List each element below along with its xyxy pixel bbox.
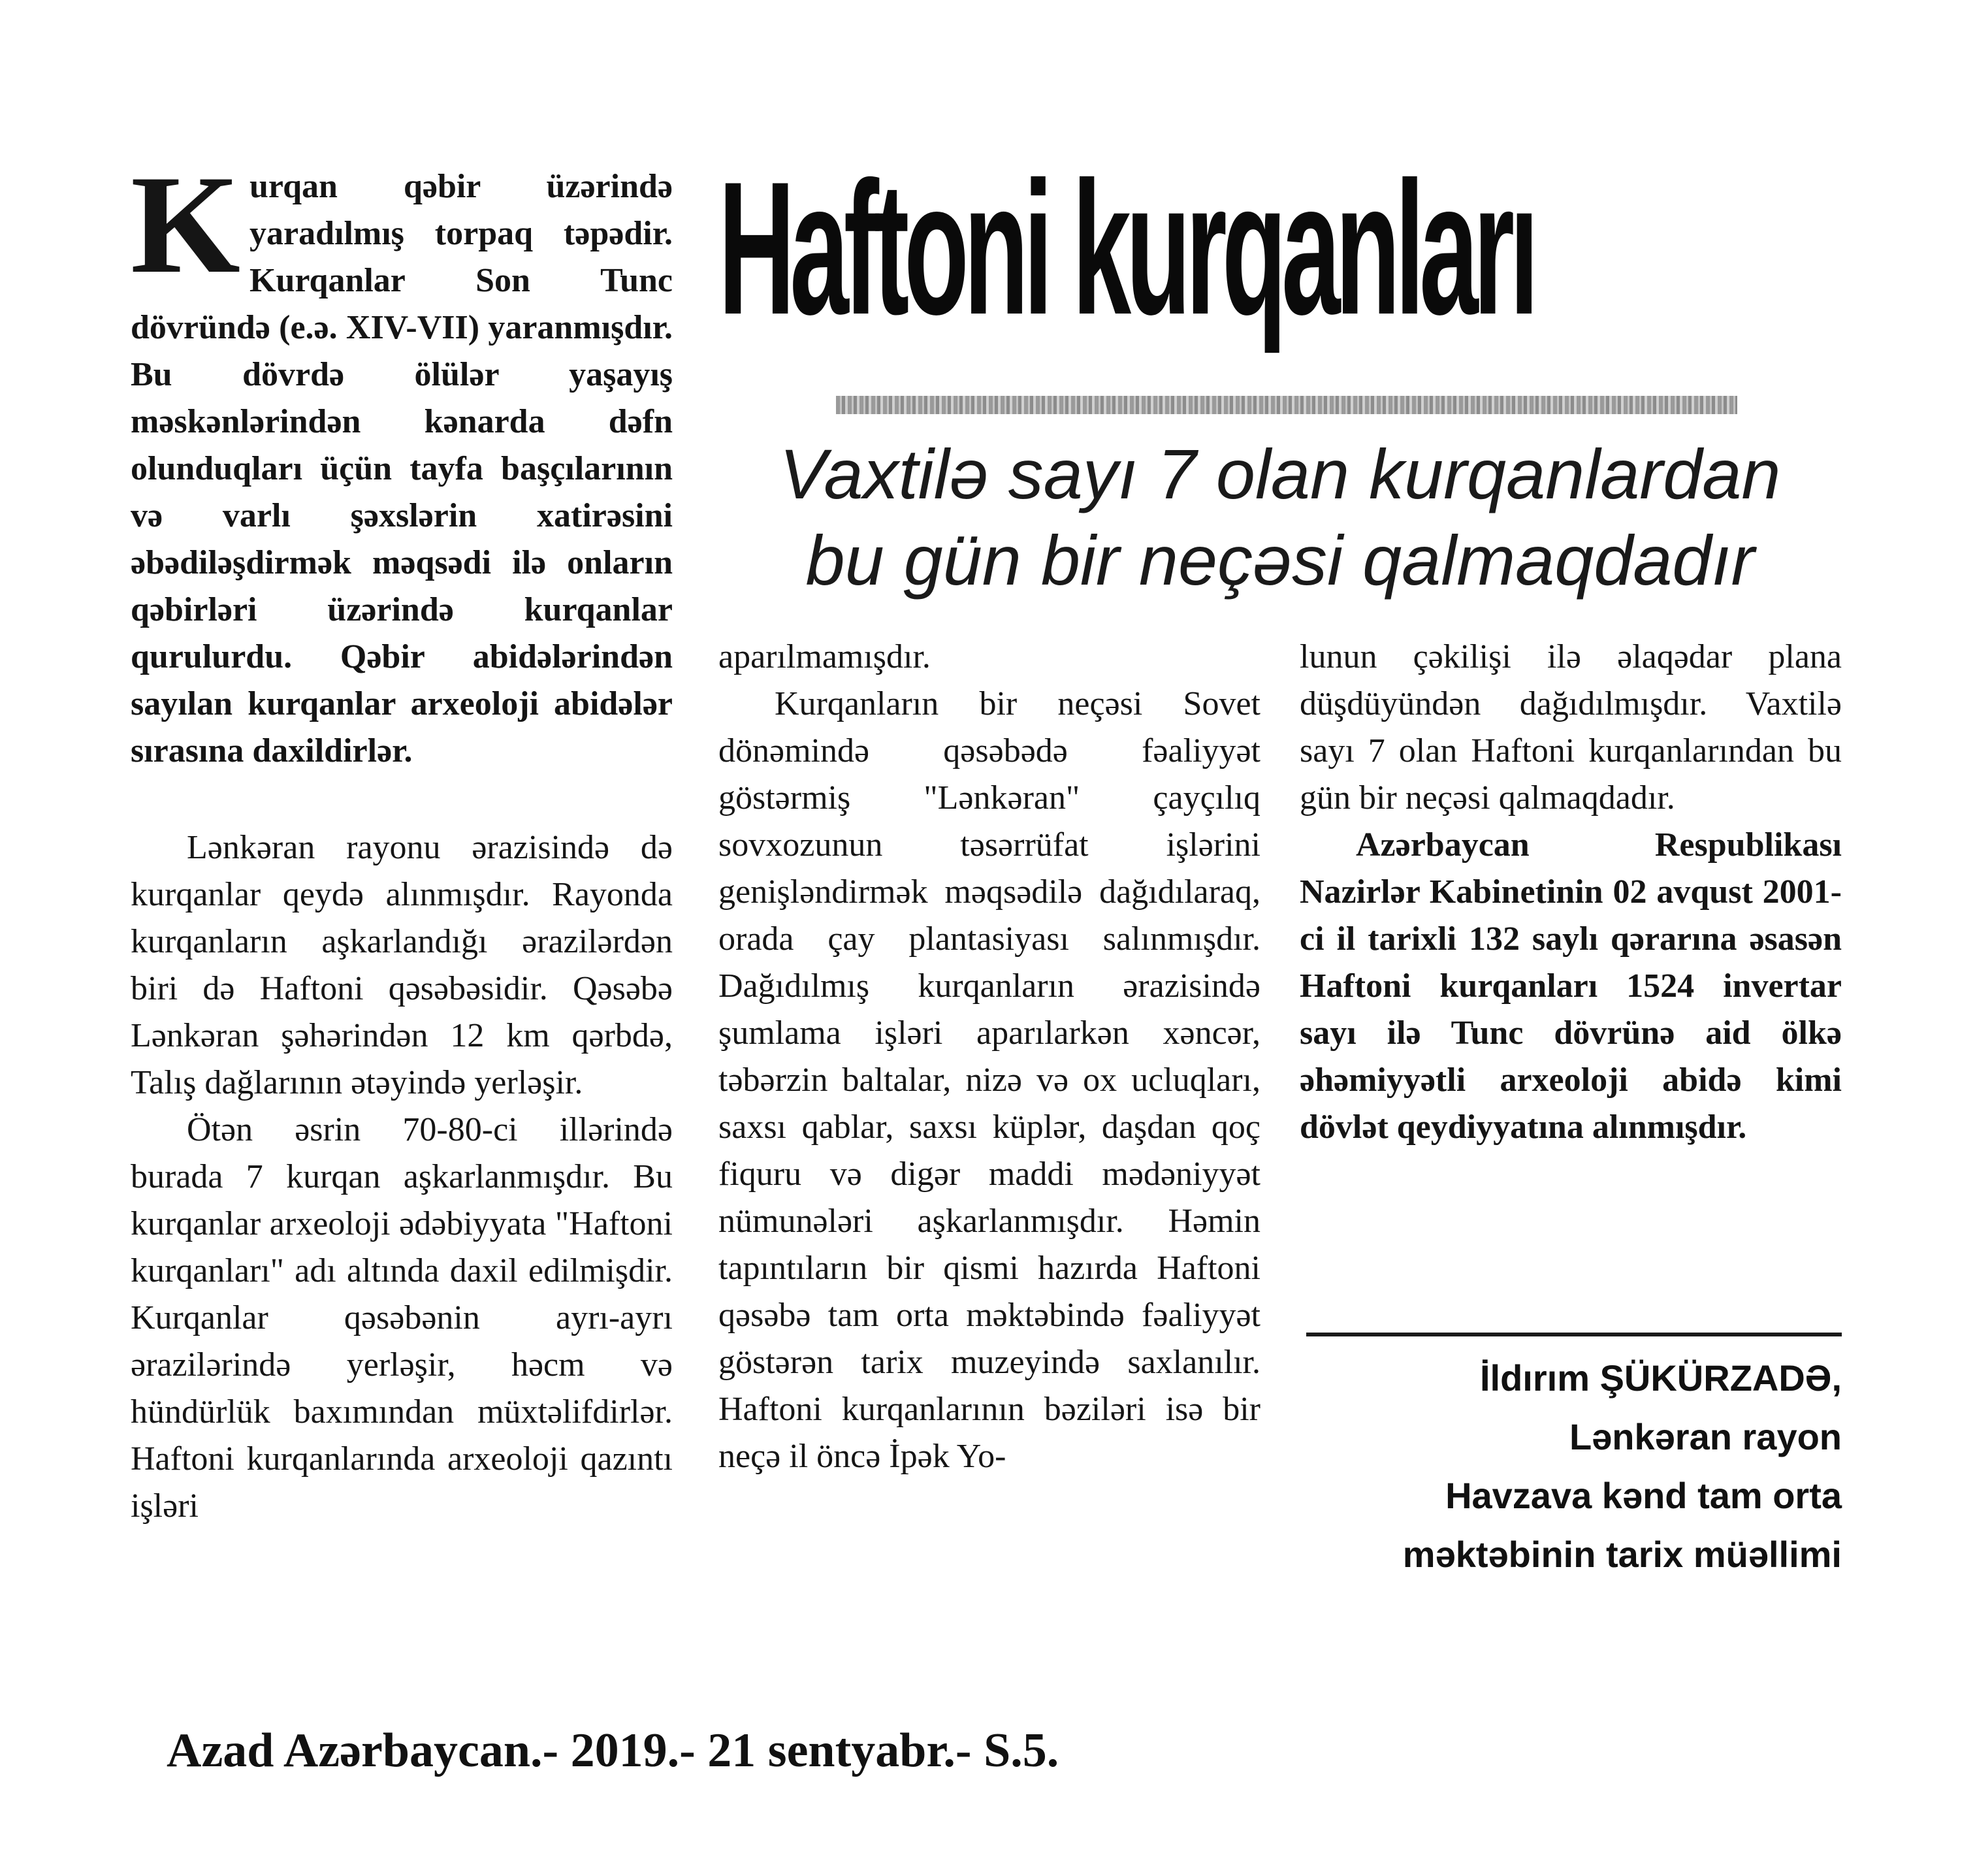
- headline: Haftoni kurqanları: [718, 142, 1534, 354]
- author-signature: [1300, 1349, 1842, 1584]
- column-3-continuation: lunun çəkilişi ilə əlaqədar plana düşdüyündən dağıdılmışdır. Vaxtilə sayı 7 olan Haftoni kurqanlarından bu gün bir neçəsi qalmaqdadır.: [1300, 638, 1842, 817]
- author-line-1: Lənkəran rayon: [1569, 1416, 1842, 1457]
- column-3-bold-paragraph: Azərbaycan Respublikası Nazirlər Kabinetinin 02 avqust 2001-ci il tarixli 132 saylı qərarına əsasən Haftoni kurqanları 1524 invertar sayı ilə Tunc dövrünə aid ölkə əhəmiyyətli arxeoloji abidə kimi dövlət qeydiyyatına alınmışdır.: [1300, 826, 1842, 1146]
- column-2-paragraph: Kurqanların bir neçəsi Sovet dönəmində qəsəbədə fəaliyyət göstərmiş "Lənkəran" çayçılıq sovxozunun təsərrüfat işlərini genişləndirmək məqsədilə dağıdılaraq, orada çay plantasiyası salınmışdır. Dağıdılmış kurqanların ərazisində şumlama işləri aparılarkən xəncər, təbərzin baltalar, nizə və ox ucluqları, saxsı qablar, saxsı küplər, daşdan qoç fiquru və digər maddi mədəniyyət nümunələri aşkarlanmışdır. Həmin tapıntıların bir qismi hazırda Haftoni qəsəbə tam orta məktəbində fəaliyyət göstərən tarix muzeyində saxlanılır. Haftoni kurqanlarının bəziləri isə bir neçə il öncə İpək Yo-: [718, 685, 1260, 1475]
- column-1-paragraph-1: Lənkəran rayonu ərazisində də kurqanlar qeydə alınmışdır. Rayonda kurqanların aşkarlandığı ərazilərdən biri də Haftoni qəsəbəsidir. Qəsəbə Lənkəran şəhərindən 12 km qərbdə, Talış dağlarının ətəyində yerləşir.: [131, 829, 673, 1101]
- column-1-paragraph-2: Ötən əsrin 70-80-ci illərində burada 7 kurqan aşkarlanmışdır. Bu kurqanlar arxeoloji ədəbiyyata "Haftoni kurqanları" adı altında daxil edilmişdir. Kurqanlar qəsəbənin ayrı-ayrı ərazilərində yerləşir, həcm və hündürlük baxımından müxtəlifdirlər. Haftoni kurqanlarında arxeoloji qazıntı işləri: [131, 1111, 673, 1525]
- author-line-2: Havzava kənd tam orta: [1445, 1475, 1842, 1516]
- subheadline: [718, 431, 1842, 604]
- signature-divider: [1306, 1333, 1842, 1336]
- subheadline-line-1: Vaxtilə sayı 7 olan kurqanlardan: [779, 434, 1781, 513]
- subheadline-line-2: bu gün bir neçəsi qalmaqdadır: [805, 521, 1755, 600]
- lead-text: urqan qəbir üzərində yaradılmış torpaq təpədir. Kurqanlar Son Tunc dövründə (e.ə. XIV-VII) yaranmışdır. Bu dövrdə ölülər yaşayış məskənlərindən kənarda dəfn olunduqları üçün tayfa başçılarının və varlı şəxslərin xatirəsini əbədiləşdirmək məqsədi ilə onların qəbirləri üzərində kurqanlar qurulurdu. Qəbir abidələrindən sayılan kurqanlar arxeoloji abidələr sırasına daxildirlər.: [131, 168, 673, 769]
- column-1-body: [131, 824, 673, 1530]
- drop-cap: K: [131, 146, 241, 302]
- column-2: [718, 634, 1260, 1480]
- author-line-3: məktəbinin tarix müəllimi: [1402, 1534, 1842, 1575]
- decorative-gray-band: [836, 396, 1737, 414]
- source-citation: Azad Azərbaycan.- 2019.- 21 sentyabr.- S.5.: [167, 1724, 1059, 1777]
- lead-paragraph: [131, 146, 673, 775]
- column-3: [1300, 634, 1842, 1151]
- column-2-continuation: aparılmamışdır.: [718, 638, 931, 675]
- author-name: İldırım ŞÜKÜRZADƏ,: [1479, 1357, 1842, 1399]
